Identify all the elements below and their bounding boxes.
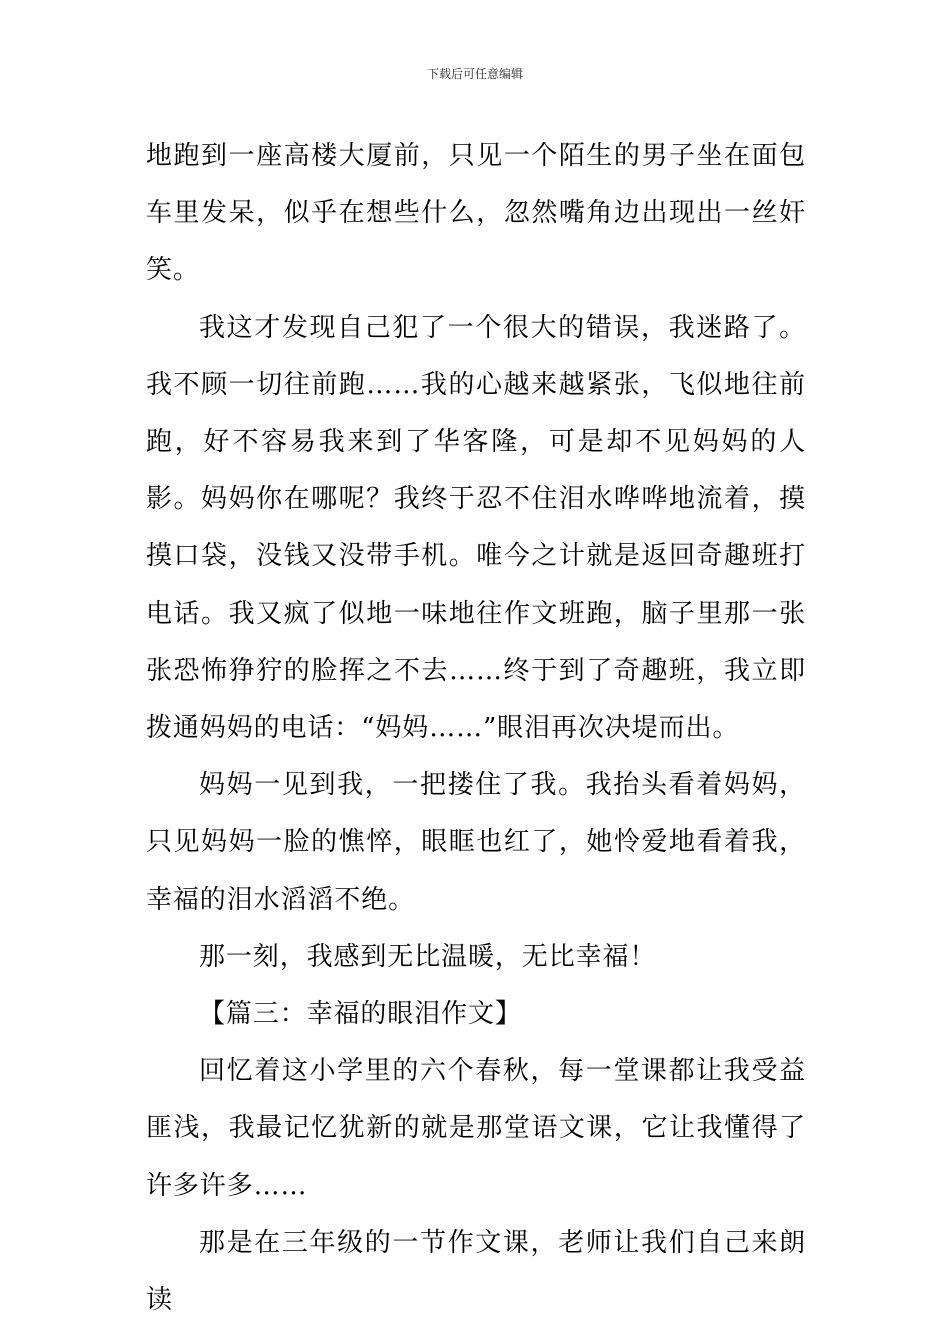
page-header: 下载后可任意编辑 (426, 67, 523, 81)
section-heading: 【篇三：幸福的眼泪作文】 (199, 999, 522, 1030)
document-body (146, 128, 806, 1329)
paragraph-3: 妈妈一见到我，一把搂住了我。我抬头看着妈妈，只见妈妈一脸的憔悴，眼眶也红了，她怜爱地看着我，幸福的泪水滔滔不绝。 (146, 770, 806, 915)
paragraph-4: 那一刻，我感到无比温暖，无比幸福！ (199, 941, 657, 972)
paragraph-6: 那是在三年级的一节作文课，老师让我们自己来朗读 (146, 1227, 806, 1316)
paragraph-1: 地跑到一座高楼大厦前，只见一个陌生的男子坐在面包车里发呆，似乎在想些什么，忽然嘴角边出现出一丝奸笑。 (146, 141, 806, 286)
paragraph-2: 我这才发现自己犯了一个很大的错误，我迷路了。我不顾一切往前跑……我的心越来越紧张，飞似地往前跑，好不容易我来到了华客隆，可是却不见妈妈的人影。妈妈你在哪呢？我终于忍不住泪水哗哗地流着，摸摸口袋，没钱又没带手机。唯今之计就是返回奇趣班打电话。我又疯了似地一味地往作文班跑，脑子里那一张张恐怖狰狞的脸挥之不去……终于到了奇趣班，我立即拨通妈妈的电话：“妈妈……”眼泪再次决堤而出。 (146, 312, 806, 744)
paragraph-5: 回忆着这小学里的六个春秋，每一堂课都让我受益匪浅，我最记忆犹新的就是那堂语文课，它让我懂得了许多许多…… (146, 1056, 806, 1201)
